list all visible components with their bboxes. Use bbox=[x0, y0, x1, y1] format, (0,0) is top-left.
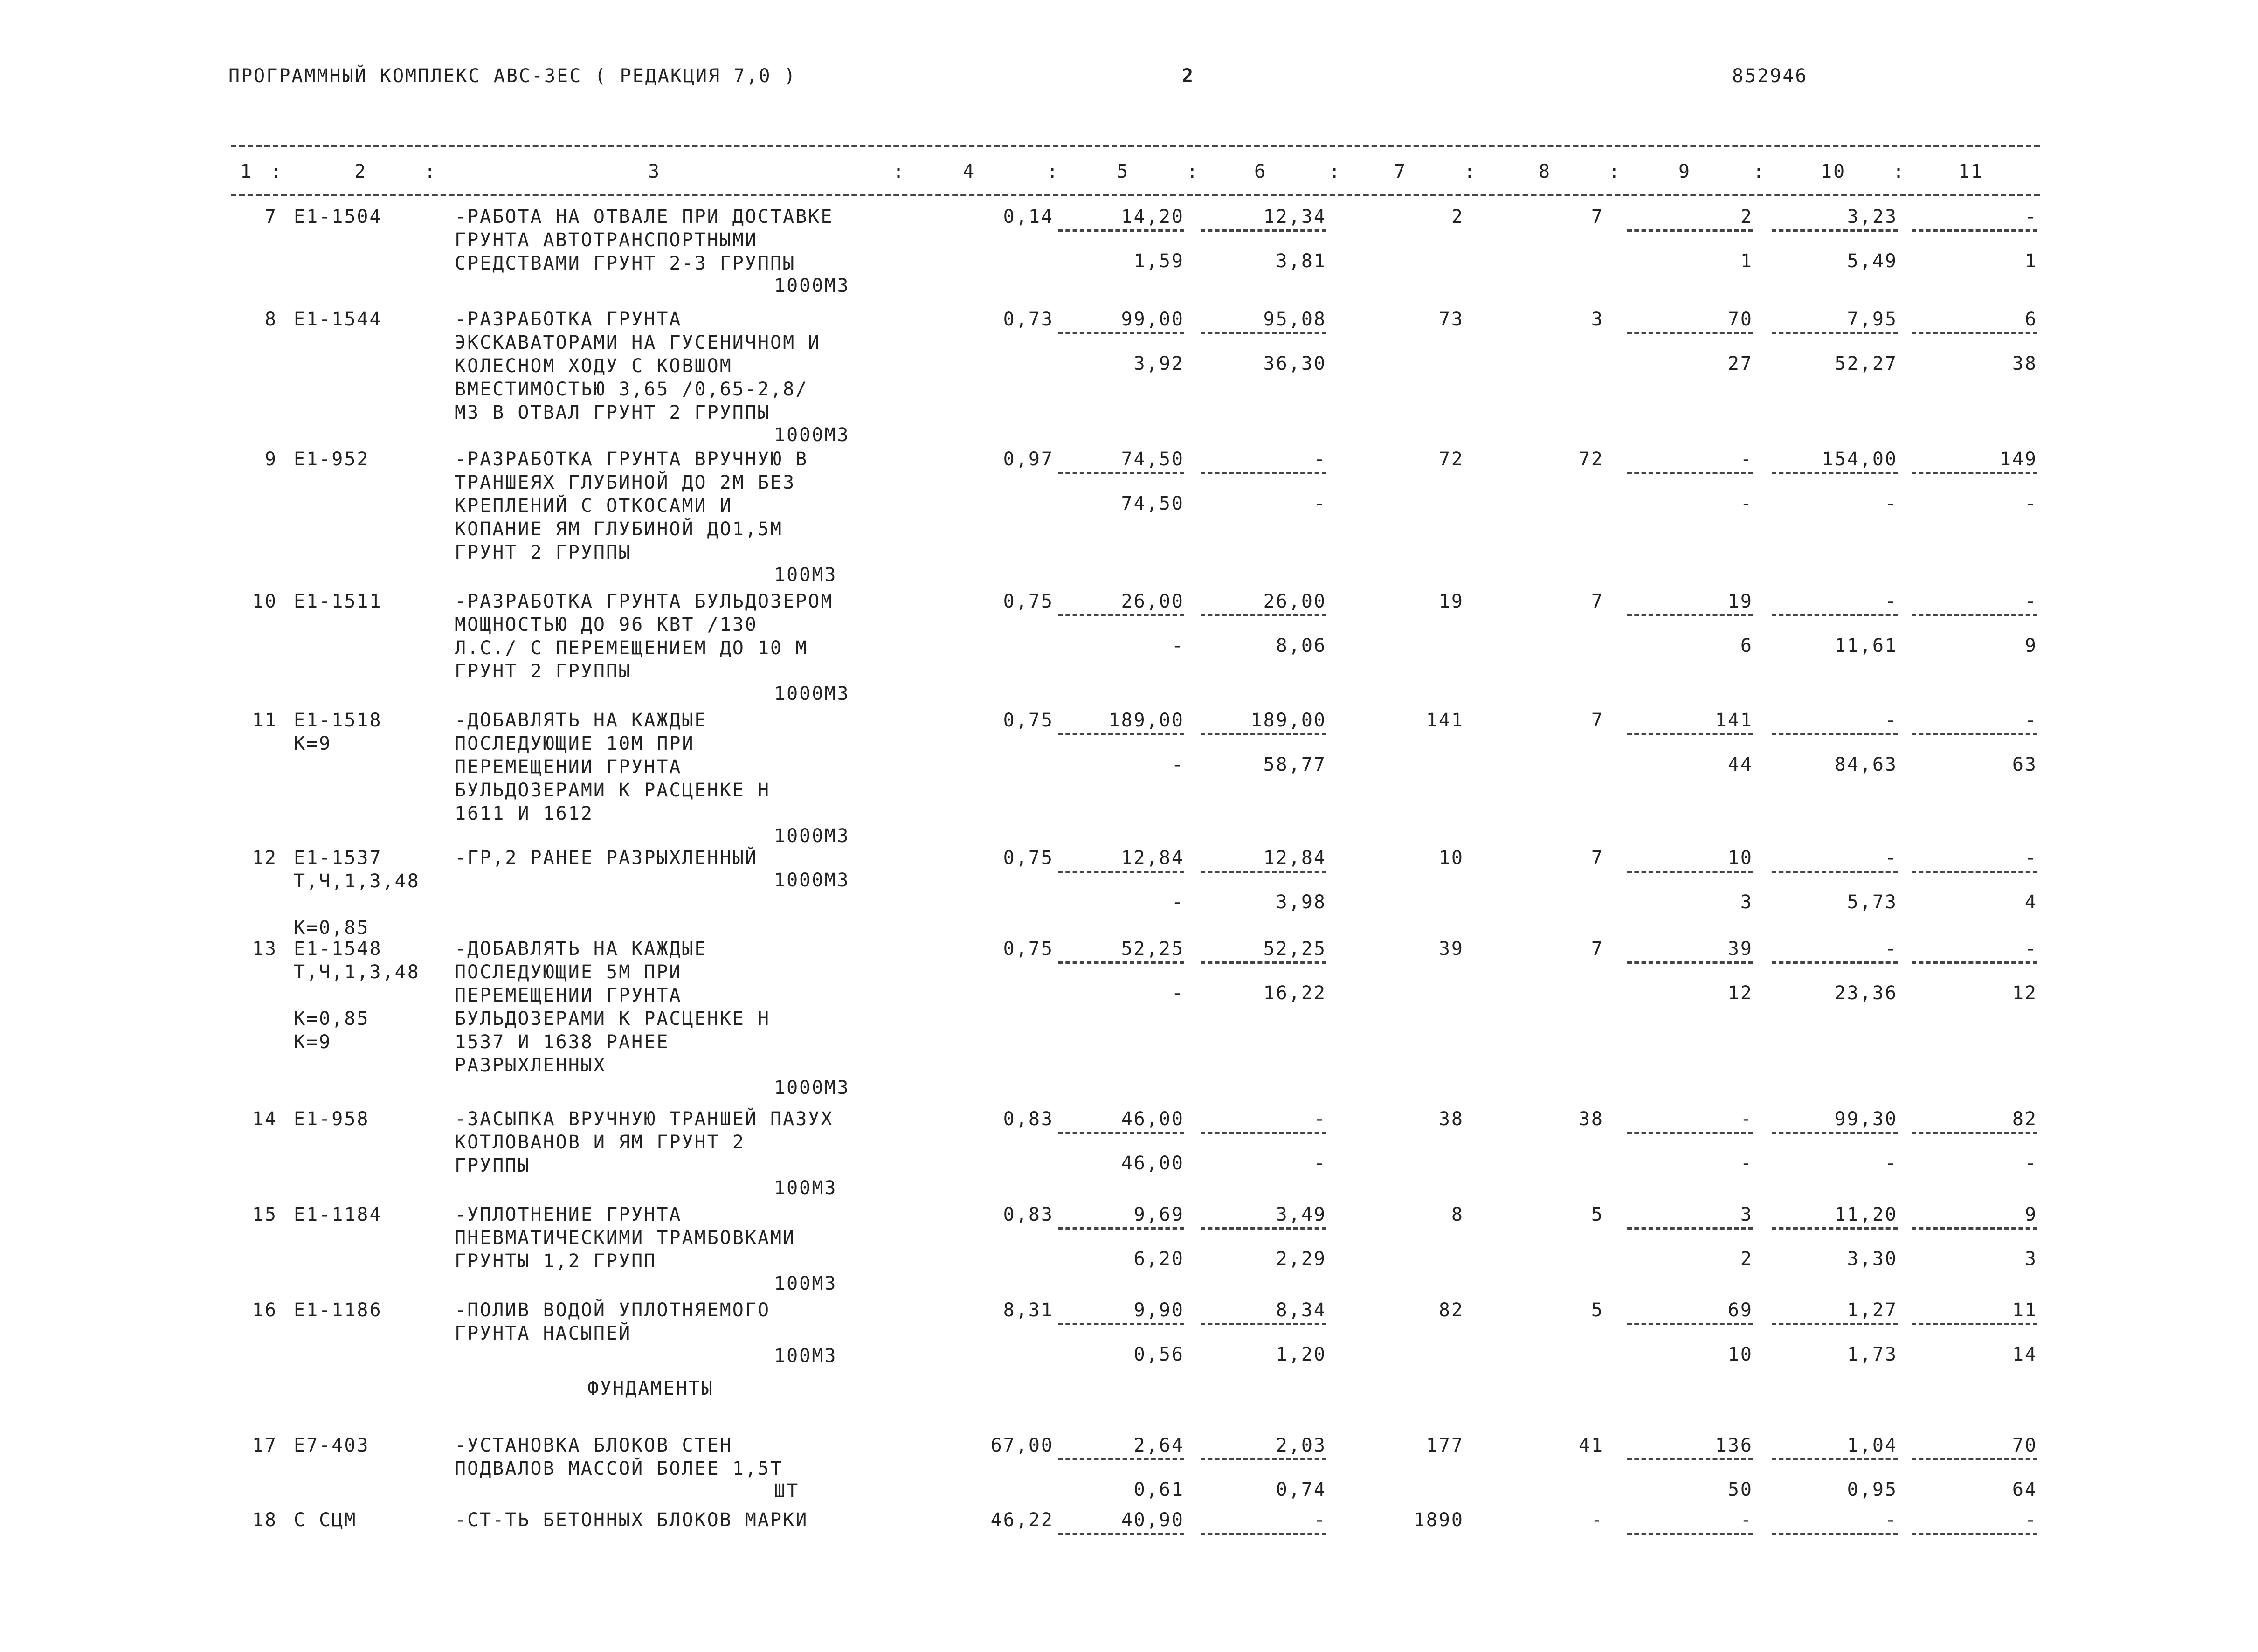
rate-code: Е1-1504 bbox=[294, 206, 382, 228]
column-separator: : bbox=[1753, 161, 1766, 182]
labor-hours-bottom: 23,36 bbox=[1834, 982, 1898, 1004]
rate-code: Е1-958 bbox=[294, 1108, 370, 1130]
quantity: 8,31 bbox=[1003, 1299, 1054, 1321]
work-description: ГРУППЫ bbox=[455, 1155, 531, 1176]
program-title: ПРОГРАММНЫЙ КОМПЛЕКС АВС-3ЕС ( РЕДАКЦИЯ 7,0 ) bbox=[228, 65, 797, 87]
work-description: ПОДВАЛОВ МАССОЙ БОЛЕЕ 1,5Т bbox=[455, 1458, 783, 1479]
quantity: 0,75 bbox=[1003, 710, 1054, 731]
work-description: ПНЕВМАТИЧЕСКИМИ ТРАМБОВКАМИ bbox=[455, 1227, 796, 1249]
work-description: -ПОЛИВ ВОДОЙ УПЛОТНЯЕМОГО bbox=[455, 1299, 771, 1321]
column-header: 7 bbox=[1394, 161, 1407, 182]
labor-total-bottom: - bbox=[2024, 1153, 2037, 1174]
labor-total-top: - bbox=[1912, 205, 2037, 232]
cost-equipment-top: 189,00 bbox=[1201, 709, 1326, 735]
labor-hours-top: - bbox=[1772, 937, 1898, 964]
labor-total-bottom: 1 bbox=[2024, 250, 2037, 272]
unit-of-measure: ШТ bbox=[774, 1480, 800, 1502]
column-header: 8 bbox=[1539, 161, 1552, 182]
cost-equipment-top: 12,84 bbox=[1201, 846, 1326, 873]
unit-of-measure: 1000М3 bbox=[774, 1077, 850, 1099]
work-description: КОТЛОВАНОВ И ЯМ ГРУНТ 2 bbox=[455, 1132, 745, 1153]
labor-hours-top: 7,95 bbox=[1772, 308, 1898, 334]
cost-equipment-top: 52,25 bbox=[1201, 937, 1326, 964]
row-number: 14 bbox=[252, 1108, 277, 1130]
row-number: 9 bbox=[264, 449, 277, 470]
cost-equipment-top: - bbox=[1201, 448, 1326, 474]
cost-equipment-bottom: 36,30 bbox=[1263, 353, 1326, 374]
rate-coefficient: К=0,85 bbox=[294, 917, 370, 939]
labor-total-top: 70 bbox=[1912, 1434, 2037, 1460]
column-separator: : bbox=[1047, 161, 1060, 182]
cost-equipment-bottom: 3,98 bbox=[1276, 892, 1326, 913]
row-number: 16 bbox=[252, 1299, 277, 1321]
labor-hours-top: 154,00 bbox=[1772, 448, 1898, 474]
labor-cost: 7 bbox=[1591, 206, 1604, 228]
cost-equipment-top: 12,34 bbox=[1201, 205, 1326, 232]
cost-equipment-bottom: 16,22 bbox=[1263, 982, 1326, 1004]
rate-code: Е1-1186 bbox=[294, 1299, 382, 1321]
rate-coefficient: К=0,85 bbox=[294, 1008, 370, 1030]
column-separator: : bbox=[893, 161, 906, 182]
work-description: 1611 И 1612 bbox=[455, 803, 594, 824]
operation-cost-top: - bbox=[1627, 1508, 1753, 1535]
quantity: 0,73 bbox=[1003, 309, 1054, 330]
column-separator: : bbox=[1609, 161, 1622, 182]
operation-cost-bottom: - bbox=[1740, 1153, 1753, 1174]
cost-total-bottom: - bbox=[1171, 892, 1184, 913]
operation-cost-top: 3 bbox=[1627, 1203, 1753, 1230]
row-number: 15 bbox=[252, 1204, 277, 1225]
labor-hours-top: 1,04 bbox=[1772, 1434, 1898, 1460]
labor-cost: 7 bbox=[1591, 847, 1604, 869]
labor-hours-bottom: 3,30 bbox=[1847, 1248, 1898, 1270]
labor-hours-top: 11,20 bbox=[1772, 1203, 1898, 1230]
section-title: ФУНДАМЕНТЫ bbox=[587, 1378, 714, 1399]
total-cost: 8 bbox=[1451, 1204, 1464, 1225]
row-number: 18 bbox=[252, 1509, 277, 1531]
cost-total-top: 52,25 bbox=[1058, 937, 1184, 964]
unit-of-measure: 100М3 bbox=[774, 1177, 837, 1199]
rate-code: Е7-403 bbox=[294, 1435, 370, 1456]
column-header: 10 bbox=[1821, 161, 1846, 182]
labor-total-top: 82 bbox=[1912, 1107, 2037, 1134]
cost-equipment-bottom: - bbox=[1313, 1153, 1326, 1174]
cost-equipment-top: 8,34 bbox=[1201, 1299, 1326, 1325]
column-separator: : bbox=[1329, 161, 1342, 182]
rate-coefficient: Т,Ч,1,3,48 bbox=[294, 961, 420, 983]
work-description: ГРУНТ 2 ГРУППЫ bbox=[455, 542, 632, 563]
cost-total-bottom: 46,00 bbox=[1121, 1153, 1184, 1174]
labor-hours-top: - bbox=[1772, 1508, 1898, 1535]
labor-hours-bottom: 5,73 bbox=[1847, 892, 1898, 913]
cost-total-top: 14,20 bbox=[1058, 205, 1184, 232]
work-description: -УСТАНОВКА БЛОКОВ СТЕН bbox=[455, 1435, 732, 1456]
labor-cost: 5 bbox=[1591, 1299, 1604, 1321]
rate-code: Е1-1511 bbox=[294, 591, 382, 612]
unit-of-measure: 1000М3 bbox=[774, 870, 850, 891]
operation-cost-top: 136 bbox=[1627, 1434, 1753, 1460]
work-description: -РАЗРАБОТКА ГРУНТА БУЛЬДОЗЕРОМ bbox=[455, 591, 834, 612]
total-cost: 1890 bbox=[1413, 1509, 1464, 1531]
cost-equipment-bottom: 1,20 bbox=[1276, 1344, 1326, 1365]
labor-total-top: - bbox=[1912, 709, 2037, 735]
total-cost: 177 bbox=[1426, 1435, 1464, 1456]
labor-cost: 72 bbox=[1578, 449, 1604, 470]
cost-equipment-bottom: 3,81 bbox=[1276, 250, 1326, 272]
labor-cost: 41 bbox=[1578, 1435, 1604, 1456]
table-header-rule bbox=[231, 194, 2040, 196]
operation-cost-bottom: 44 bbox=[1727, 754, 1753, 775]
work-description: ГРУНТ 2 ГРУППЫ bbox=[455, 661, 632, 682]
work-description: ГРУНТА АВТОТРАНСПОРТНЫМИ bbox=[455, 229, 758, 251]
work-description: 1537 И 1638 РАНЕЕ bbox=[455, 1031, 670, 1053]
cost-total-top: 40,90 bbox=[1058, 1508, 1184, 1535]
work-description: -РАБОТА НА ОТВАЛЕ ПРИ ДОСТАВКЕ bbox=[455, 206, 834, 228]
rate-code: Е1-952 bbox=[294, 449, 370, 470]
rate-code: С СЦМ bbox=[294, 1509, 357, 1531]
cost-total-bottom: 3,92 bbox=[1133, 353, 1184, 374]
row-number: 17 bbox=[252, 1435, 277, 1456]
work-description: Л.С./ С ПЕРЕМЕЩЕНИЕМ ДО 10 М bbox=[455, 637, 808, 659]
labor-total-top: - bbox=[1912, 590, 2037, 616]
cost-total-top: 9,69 bbox=[1058, 1203, 1184, 1230]
cost-total-top: 46,00 bbox=[1058, 1107, 1184, 1134]
cost-equipment-bottom: 0,74 bbox=[1276, 1479, 1326, 1500]
unit-of-measure: 100М3 bbox=[774, 1273, 837, 1294]
column-separator: : bbox=[1187, 161, 1200, 182]
labor-total-bottom: - bbox=[2024, 493, 2037, 514]
rate-code: Е1-1544 bbox=[294, 309, 382, 330]
column-header: 11 bbox=[1958, 161, 1984, 182]
cost-equipment-bottom: 2,29 bbox=[1276, 1248, 1326, 1270]
labor-cost: 3 bbox=[1591, 309, 1604, 330]
labor-hours-top: 1,27 bbox=[1772, 1299, 1898, 1325]
cost-total-top: 189,00 bbox=[1058, 709, 1184, 735]
operation-cost-top: 39 bbox=[1627, 937, 1753, 964]
total-cost: 19 bbox=[1438, 591, 1464, 612]
cost-total-top: 74,50 bbox=[1058, 448, 1184, 474]
labor-total-bottom: 64 bbox=[2012, 1479, 2037, 1500]
total-cost: 73 bbox=[1438, 309, 1464, 330]
column-header: 9 bbox=[1678, 161, 1692, 182]
operation-cost-bottom: 12 bbox=[1727, 982, 1753, 1004]
row-number: 8 bbox=[264, 309, 277, 330]
quantity: 0,75 bbox=[1003, 591, 1054, 612]
total-cost: 38 bbox=[1438, 1108, 1464, 1130]
column-separator: : bbox=[270, 161, 283, 182]
cost-equipment-top: - bbox=[1201, 1508, 1326, 1535]
work-description: ГРУНТА НАСЫПЕЙ bbox=[455, 1323, 632, 1344]
table-top-rule bbox=[231, 145, 2040, 147]
document-code: 852946 bbox=[1732, 65, 1808, 87]
labor-cost: 5 bbox=[1591, 1204, 1604, 1225]
column-header: 1 bbox=[240, 161, 253, 182]
unit-of-measure: 100М3 bbox=[774, 1345, 837, 1367]
quantity: 0,83 bbox=[1003, 1108, 1054, 1130]
cost-equipment-bottom: 58,77 bbox=[1263, 754, 1326, 775]
labor-cost: 7 bbox=[1591, 591, 1604, 612]
column-separator: : bbox=[1464, 161, 1477, 182]
total-cost: 82 bbox=[1438, 1299, 1464, 1321]
quantity: 0,75 bbox=[1003, 847, 1054, 869]
total-cost: 39 bbox=[1438, 938, 1464, 960]
cost-total-bottom: - bbox=[1171, 982, 1184, 1004]
column-header: 2 bbox=[354, 161, 367, 182]
work-description: МОЩНОСТЬЮ ДО 96 КВТ /130 bbox=[455, 614, 758, 636]
operation-cost-top: - bbox=[1627, 448, 1753, 474]
labor-total-bottom: 3 bbox=[2024, 1248, 2037, 1270]
cost-total-top: 12,84 bbox=[1058, 846, 1184, 873]
column-header: 3 bbox=[648, 161, 661, 182]
work-description: -СТ-ТЬ БЕТОННЫХ БЛОКОВ МАРКИ bbox=[455, 1509, 808, 1531]
rate-coefficient: Т,Ч,1,3,48 bbox=[294, 871, 420, 892]
labor-total-bottom: 9 bbox=[2024, 635, 2037, 657]
total-cost: 141 bbox=[1426, 710, 1464, 731]
total-cost: 72 bbox=[1438, 449, 1464, 470]
cost-total-top: 9,90 bbox=[1058, 1299, 1184, 1325]
labor-total-bottom: 12 bbox=[2012, 982, 2037, 1004]
work-description: БУЛЬДОЗЕРАМИ К РАСЦЕНКЕ Н bbox=[455, 1008, 771, 1030]
operation-cost-top: 69 bbox=[1627, 1299, 1753, 1325]
quantity: 67,00 bbox=[990, 1435, 1054, 1456]
labor-hours-bottom: 1,73 bbox=[1847, 1344, 1898, 1365]
labor-total-top: 9 bbox=[1912, 1203, 2037, 1230]
work-description: СРЕДСТВАМИ ГРУНТ 2-3 ГРУППЫ bbox=[455, 253, 796, 274]
unit-of-measure: 1000М3 bbox=[774, 825, 850, 847]
work-description: ЭКСКАВАТОРАМИ НА ГУСЕНИЧНОМ И bbox=[455, 332, 821, 353]
cost-total-bottom: - bbox=[1171, 635, 1184, 657]
rate-code: Е1-1537 bbox=[294, 847, 382, 869]
labor-total-top: 11 bbox=[1912, 1299, 2037, 1325]
cost-total-bottom: 1,59 bbox=[1133, 250, 1184, 272]
operation-cost-bottom: 27 bbox=[1727, 353, 1753, 374]
row-number: 11 bbox=[252, 710, 277, 731]
unit-of-measure: 1000М3 bbox=[774, 424, 850, 446]
cost-equipment-top: 95,08 bbox=[1201, 308, 1326, 334]
labor-hours-top: - bbox=[1772, 846, 1898, 873]
cost-total-top: 2,64 bbox=[1058, 1434, 1184, 1460]
labor-hours-bottom: 52,27 bbox=[1834, 353, 1898, 374]
work-description: ВМЕСТИМОСТЬЮ 3,65 /0,65-2,8/ bbox=[455, 379, 808, 400]
operation-cost-top: 2 bbox=[1627, 205, 1753, 232]
cost-total-bottom: 6,20 bbox=[1133, 1248, 1184, 1270]
labor-total-top: - bbox=[1912, 937, 2037, 964]
work-description: -УПЛОТНЕНИЕ ГРУНТА bbox=[455, 1204, 682, 1225]
labor-total-top: 6 bbox=[1912, 308, 2037, 334]
cost-equipment-bottom: 8,06 bbox=[1276, 635, 1326, 657]
cost-equipment-top: - bbox=[1201, 1107, 1326, 1134]
operation-cost-top: - bbox=[1627, 1107, 1753, 1134]
work-description: КРЕПЛЕНИЙ С ОТКОСАМИ И bbox=[455, 495, 732, 517]
labor-hours-top: - bbox=[1772, 590, 1898, 616]
work-description: -РАЗРАБОТКА ГРУНТА bbox=[455, 309, 682, 330]
work-description: ПЕРЕМЕЩЕНИИ ГРУНТА bbox=[455, 756, 682, 778]
labor-hours-bottom: - bbox=[1885, 493, 1898, 514]
work-description: БУЛЬДОЗЕРАМИ К РАСЦЕНКЕ Н bbox=[455, 780, 771, 801]
unit-of-measure: 1000М3 bbox=[774, 275, 850, 297]
labor-total-top: 149 bbox=[1912, 448, 2037, 474]
labor-cost: 7 bbox=[1591, 938, 1604, 960]
work-description: КОЛЕСНОМ ХОДУ С КОВШОМ bbox=[455, 355, 732, 377]
work-description: ПЕРЕМЕЩЕНИИ ГРУНТА bbox=[455, 985, 682, 1006]
labor-cost: - bbox=[1591, 1509, 1604, 1531]
cost-equipment-bottom: - bbox=[1313, 493, 1326, 514]
operation-cost-bottom: 10 bbox=[1727, 1344, 1753, 1365]
operation-cost-bottom: - bbox=[1740, 493, 1753, 514]
labor-total-top: - bbox=[1912, 846, 2037, 873]
labor-hours-bottom: 0,95 bbox=[1847, 1479, 1898, 1500]
work-description: М3 В ОТВАЛ ГРУНТ 2 ГРУППЫ bbox=[455, 402, 771, 423]
labor-hours-bottom: - bbox=[1885, 1153, 1898, 1174]
column-separator: : bbox=[1893, 161, 1906, 182]
operation-cost-bottom: 1 bbox=[1740, 250, 1753, 272]
total-cost: 10 bbox=[1438, 847, 1464, 869]
work-description: ТРАНШЕЯХ ГЛУБИНОЙ ДО 2М БЕЗ bbox=[455, 472, 796, 493]
cost-equipment-top: 3,49 bbox=[1201, 1203, 1326, 1230]
cost-total-bottom: 74,50 bbox=[1121, 493, 1184, 514]
page-number: 2 bbox=[1182, 65, 1195, 87]
cost-total-top: 99,00 bbox=[1058, 308, 1184, 334]
labor-hours-bottom: 84,63 bbox=[1834, 754, 1898, 775]
total-cost: 2 bbox=[1451, 206, 1464, 228]
work-description: -ГР,2 РАНЕЕ РАЗРЫХЛЕННЫЙ bbox=[455, 847, 758, 869]
column-header: 6 bbox=[1254, 161, 1267, 182]
quantity: 0,75 bbox=[1003, 938, 1054, 960]
row-number: 13 bbox=[252, 938, 277, 960]
labor-hours-top: 3,23 bbox=[1772, 205, 1898, 232]
cost-total-bottom: 0,56 bbox=[1133, 1344, 1184, 1365]
operation-cost-top: 10 bbox=[1627, 846, 1753, 873]
operation-cost-bottom: 2 bbox=[1740, 1248, 1753, 1270]
labor-hours-top: 99,30 bbox=[1772, 1107, 1898, 1134]
quantity: 0,83 bbox=[1003, 1204, 1054, 1225]
cost-total-bottom: 0,61 bbox=[1133, 1479, 1184, 1500]
row-number: 7 bbox=[264, 206, 277, 228]
operation-cost-bottom: 3 bbox=[1740, 892, 1753, 913]
labor-total-bottom: 14 bbox=[2012, 1344, 2037, 1365]
work-description: КОПАНИЕ ЯМ ГЛУБИНОЙ ДО1,5М bbox=[455, 518, 783, 540]
cost-equipment-top: 2,03 bbox=[1201, 1434, 1326, 1460]
unit-of-measure: 100М3 bbox=[774, 564, 837, 586]
operation-cost-top: 19 bbox=[1627, 590, 1753, 616]
work-description: РАЗРЫХЛЕННЫХ bbox=[455, 1055, 606, 1076]
rate-coefficient: К=9 bbox=[294, 733, 332, 754]
column-header: 4 bbox=[963, 161, 976, 182]
work-description: ПОСЛЕДУЮЩИЕ 5М ПРИ bbox=[455, 961, 682, 983]
rate-code: Е1-1184 bbox=[294, 1204, 382, 1225]
quantity: 0,97 bbox=[1003, 449, 1054, 470]
work-description: -ЗАСЫПКА ВРУЧНУЮ ТРАНШЕЙ ПАЗУХ bbox=[455, 1108, 834, 1130]
rate-code: Е1-1518 bbox=[294, 710, 382, 731]
column-separator: : bbox=[424, 161, 437, 182]
quantity: 46,22 bbox=[990, 1509, 1054, 1531]
labor-total-bottom: 63 bbox=[2012, 754, 2037, 775]
row-number: 10 bbox=[252, 591, 277, 612]
labor-total-bottom: 38 bbox=[2012, 353, 2037, 374]
quantity: 0,14 bbox=[1003, 206, 1054, 228]
operation-cost-bottom: 6 bbox=[1740, 635, 1753, 657]
labor-hours-bottom: 5,49 bbox=[1847, 250, 1898, 272]
rate-code: Е1-1548 bbox=[294, 938, 382, 960]
labor-hours-bottom: 11,61 bbox=[1834, 635, 1898, 657]
labor-total-bottom: 4 bbox=[2024, 892, 2037, 913]
cost-total-bottom: - bbox=[1171, 754, 1184, 775]
work-description: ПОСЛЕДУЮЩИЕ 10М ПРИ bbox=[455, 733, 695, 754]
labor-hours-top: - bbox=[1772, 709, 1898, 735]
labor-total-top: - bbox=[1912, 1508, 2037, 1535]
work-description: ГРУНТЫ 1,2 ГРУПП bbox=[455, 1251, 657, 1272]
operation-cost-top: 70 bbox=[1627, 308, 1753, 334]
operation-cost-bottom: 50 bbox=[1727, 1479, 1753, 1500]
work-description: -ДОБАВЛЯТЬ НА КАЖДЫЕ bbox=[455, 710, 707, 731]
labor-cost: 7 bbox=[1591, 710, 1604, 731]
work-description: -ДОБАВЛЯТЬ НА КАЖДЫЕ bbox=[455, 938, 707, 960]
labor-cost: 38 bbox=[1578, 1108, 1604, 1130]
cost-total-top: 26,00 bbox=[1058, 590, 1184, 616]
cost-equipment-top: 26,00 bbox=[1201, 590, 1326, 616]
row-number: 12 bbox=[252, 847, 277, 869]
rate-coefficient: К=9 bbox=[294, 1031, 332, 1053]
operation-cost-top: 141 bbox=[1627, 709, 1753, 735]
work-description: -РАЗРАБОТКА ГРУНТА ВРУЧНУЮ В bbox=[455, 449, 808, 470]
unit-of-measure: 1000М3 bbox=[774, 683, 850, 705]
column-header: 5 bbox=[1117, 161, 1130, 182]
